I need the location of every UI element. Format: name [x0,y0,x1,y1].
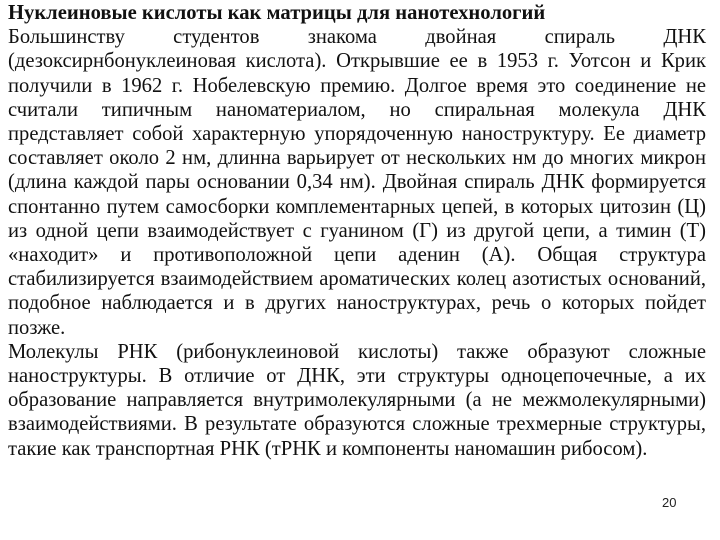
paragraph-rna: Молекулы РНК (рибонуклеиновой кислоты) также образуют сложные наноструктуры. В отличие от ДНК, эти структуры одноцепочечные, а их образование направляется внутримолекулярными (а не межмолекулярными) взаимодействиями. В результате образуются сложные трехмерные структуры, такие как транспортная РНК (тРНК и компоненты наномашин рибосом). [8,340,706,460]
slide-title: Нуклеиновые кислоты как матрицы для нанотехнологий [8,2,546,24]
paragraph-dna: Большинству студентов знакома двойная спираль ДНК (дезоксирнбонуклеиновая кислота). Открывшие ее в 1953 г. Уотсон и Крик получили в 1962 г. Нобелевскую премию. Долгое время это соединение не считали типичным наноматериалом, но спиральная молекула ДНК представляет собой характерную упорядоченную наноструктуру. Ее диаметр составляет около 2 нм, длинна варьирует от нескольких нм до многих микрон (длина каждой пары основании 0,34 нм). Двойная спираль ДНК формируется спонтанно путем самосборки комплементарных цепей, в которых цитозин (Ц) из одной цепи взаимодействует с гуанином (Г) из другой цепи, а тимин (Т) «находит» и противоположной цепи аденин (А). Общая структура стабилизируется взаимодействием ароматических колец азотистых оснований, подобное наблюдается и в других наноструктурах, речь о которых пойдет позже. [8,26,706,339]
page-number: 20 [662,495,677,510]
slide-text-block [8,1,706,461]
